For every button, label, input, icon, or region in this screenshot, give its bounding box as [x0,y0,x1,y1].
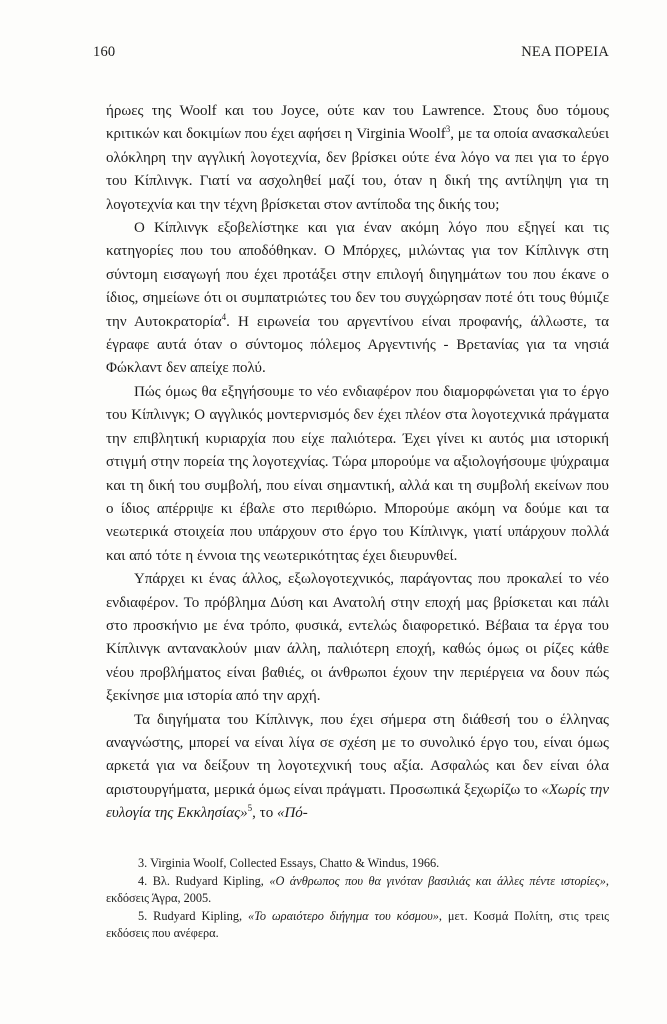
footnote-ref: 3 [445,124,451,135]
paragraph [106,217,609,381]
body-text [106,100,609,826]
footnote-text: , μετ. Κοσμά Πολίτη, στις τρεις εκδόσεις που ανέφερα. [106,908,610,941]
page-number: 160 [93,44,116,60]
paragraph [106,568,609,708]
footnote-text: Rudyard Kipling, [153,908,249,923]
text-run: . Η ειρωνεία του αργεντίνου είναι προφανής, άλλωστε, τα έγραφε αυτά όταν ο σύντομος πόλεμος Αργεντινής - Βρετανίας για τα νησιά Φώκλαντ δεν απείχε πολύ. [106,313,609,377]
footnote-italic: «Ο άνθρωπος που θα γινόταν βασιλιάς και άλλες πέντε ιστορίες» [269,873,606,888]
paragraph [106,709,609,826]
italic-title: «Χωρίς την ευλογία της Εκκλησίας» [106,781,609,822]
footnote [106,855,609,873]
footnote [106,908,609,943]
running-title: ΝΕΑ ΠΟΡΕΙΑ [521,44,609,60]
footnote-ref: 5 [247,803,253,814]
footnote-text: , εκδόσεις Άγρα, 2005. [106,873,609,906]
text-run: Υπάρχει κι ένας άλλος, εξωλογοτεχνικός, παράγοντας που προκαλεί το νέο ενδιαφέρον. Το πρόβλημα Δύση και Ανατολή στην εποχή μας βρίσκεται και πάλι στο προσκήνιο με ένα τρόπο, φυσικά, εντελώς διαφορετικό. Βέβαια τα έργα του Κίπλινγκ αντανακλούν μιαν άλλη, παλιότερη εποχή, καθώς όμως οι ρίζες κάθε νέου προβλήματος είναι βαθιές, οι άνθρωποι έχουν την περιέργεια να δουν πώς ξεκίνησε μια ιστορία από την αρχή. [106,571,609,705]
footnote-text: Βλ. Rudyard Kipling, [152,873,270,888]
italic-title: «Πό- [276,805,308,822]
text-run: Τα διηγήματα του Κίπλινγκ, που έχει σήμερα στη διάθεσή του ο έλληνας αναγνώστης, μπορεί να είναι λίγα σε σχέση με το συνολικό έργο του, είναι όμως αρκετά για να δείξουν τη λογοτεχνική τους αξία. Ασφαλώς και δεν είναι όλα αριστουργήματα, μερικά όμως είναι πράγματι. Προσωπικά ξεχωρίζω το [106,711,609,798]
text-run: Πώς όμως θα εξηγήσουμε το νέο ενδιαφέρον που διαμορφώνεται για το έργο του Κίπλινγκ; Ο αγγλικός μοντερνισμός δεν έχει πλέον στα λογοτεχνικά πράγματα την επιβλητική κυριαρχία που είχε παλιότερα. Έχει γίνει κι αυτός μια ιστορική στιγμή στην πορεία της λογοτεχνίας. Τώρα μπορούμε να αξιολογήσουμε ψύχραιμα και τη δική του συμβολή, που είναι σημαντική, αλλά και τη συμβολή εκείνων που ο ίδιος απέρριψε κι έβαλε στο περιθώριο. Μπορούμε ακόμη να δούμε και τα νεωτερικά στοιχεία που υπάρχουν στο έργο του Κίπλινγκ, γιατί υπάρχουν πολλά και από τότε η έννοια της νεωτερικότητας έχει διευρυνθεί. [106,383,609,564]
text-run: , με τα οποία ανασκαλεύει ολόκληρη την αγγλική λογοτεχνία, δεν βρίσκει ούτε ένα λόγο να πει για το έργο του Κίπλινγκ. Γιατί να ασχοληθεί μαζί του, όταν η δική της αντίληψη για τη λογοτεχνία και την τέχνη βρίσκεται στον αντίποδα της δικής του; [106,126,609,213]
footnote-number: 3. [138,856,148,870]
footnote-text: Virginia Woolf, Collected Essays, Chatto & Windus, 1966. [150,856,440,870]
paragraph [106,100,609,217]
footnote-ref: 4 [221,311,227,322]
running-head [93,44,609,61]
text-run: ήρωες της Woolf και του Joyce, ούτε καν του Lawrence. Στους δυο τόμους κριτικών και δοκιμίων που έχει αφήσει η Virginia Woolf [106,103,609,143]
footnotes [106,855,609,943]
footnote-italic: «Το ωραιότερο διήγημα του κόσμου» [248,908,439,923]
paragraph [106,381,609,568]
text-run: Ο Κίπλινγκ εξοβελίστηκε και για έναν ακόμη λόγο που εξηγεί και τις κατηγορίες που του αποδόθηκαν. Ο Μπόρχες, μιλώντας για τον Κίπλινγκ στη σύντομη εισαγωγή που έχει προτάξει στην επιλογή διηγημάτων του που έκανε ο ίδιος, σημείωνε ότι οι συμπατριώτες του δεν του συγχώρησαν ποτέ ότι τους θύμιζε την Αυτοκρατορία [106,220,609,330]
footnote-number: 4. [138,873,148,888]
footnote-number: 5. [138,908,148,923]
text-run: , το [252,805,277,822]
footnote [106,873,609,908]
